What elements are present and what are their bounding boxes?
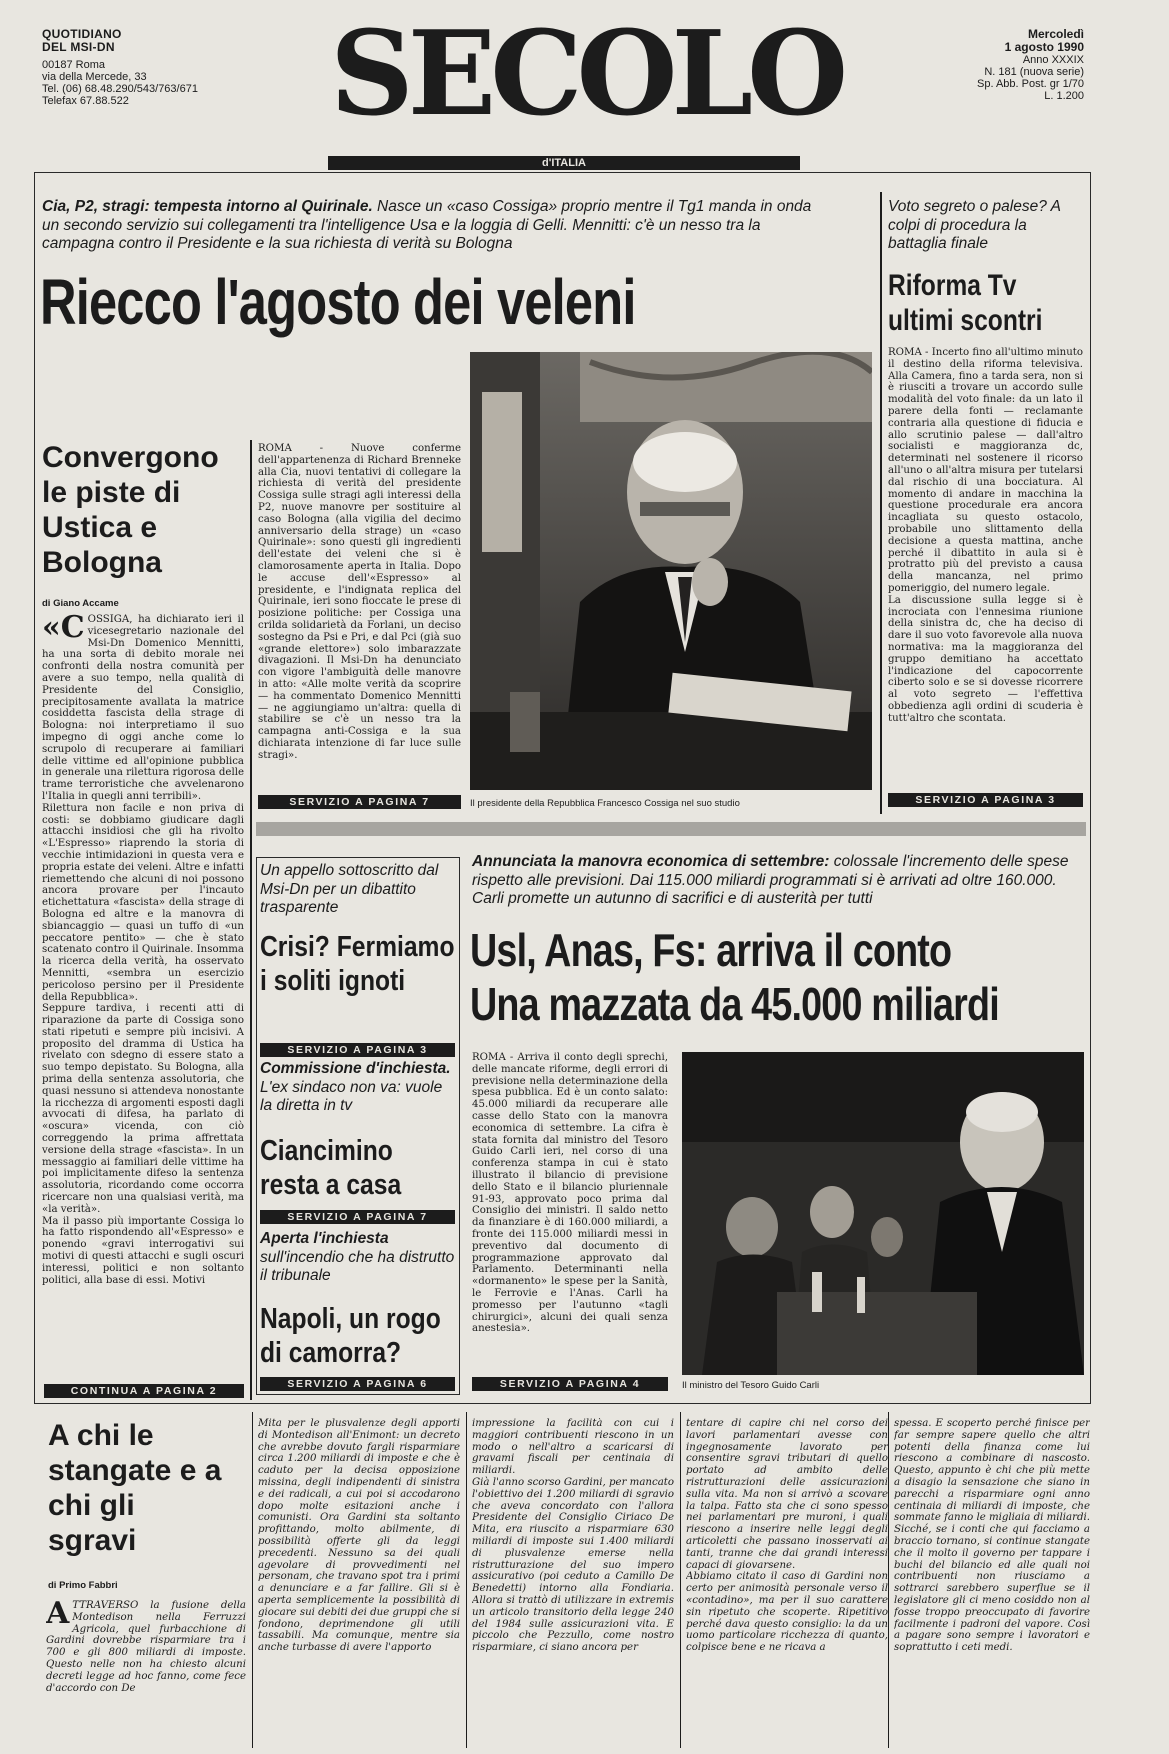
stangate-dropcap: A — [46, 1600, 70, 1631]
column-divider — [250, 440, 252, 1400]
manovra-body: ROMA - Arriva il conto degli sprechi, delle mancate riforme, degli errori di previsione nella determinazione della spesa pubblica. Ed è un conto salato: 45.000 miliardi da recuperare alle casse dello Stato con la manovra economica di settembre. La cifra è stata fornita dal ministro del Tesoro Guido Carli ieri, nel corso di una conferenza stampa in cui è stato illustrato il bilancio di previsione dello Stato e il bilancio pluriennale 91-93, approvato poco prima dal Consiglio dei ministri. Il saldo netto da finanziare è di 160.000 miliardi, a fronte dei 115.000 miliardi messi in preventivo dal documento di programmazione approvato dal Parlamento. Determinanti nella «dormanento» le spese per la Sanità, le Ferrovie e l'Anas. Carli ha promesso per l'autunno «tagli chirurgici», alcuni dei quali senza anestesia». — [472, 1052, 668, 1335]
masthead-left — [42, 28, 272, 107]
lead-kicker — [42, 198, 812, 254]
lead-kicker-text: Nasce un «caso Cossiga» proprio mentre il Tg1 manda in onda un secondo servizio sui collegamenti tra l'intelligence Usa e la loggia di Gelli. Mennitti: c'è un nesso tra la campagna contro il Presidente e la sua richiesta di verità su Bologna — [42, 198, 812, 252]
riforma-kicker: Voto segreto o palese? A colpi di procedura la battaglia finale — [888, 198, 1061, 252]
riforma-headline: Riforma Tv ultimi scontri — [888, 269, 1043, 337]
ciancimino-kicker-text: L'ex sindaco non va: vuole la diretta in tv — [260, 1078, 443, 1114]
masthead-right — [960, 28, 1084, 102]
masthead-left-title: QUOTIDIANO DEL MSI-DN — [42, 27, 122, 54]
convergono-text: OSSIGA, ha dichiarato ieri il vicesegretario nazionale del Msi-Dn Domenico Mennitti, ha una sorta di debito morale nei confronti della nostra comunità per avere a suo tempo, nella qualità di Presidente del Consiglio, precipitosamente avallata la matrice cosiddetta fascista della strage di Bologna: noi interpretiamo il suo impegno di oggi anche come lo scrupolo di recuperare ai familiari delle vittime ed all'opinione pubblica in generale una rilettura rigorosa delle trame terroristiche che avvelenarono l'Italia in quegli anni terribili». Rilettura non facile e non priva di costi: se dobbiamo giudicare dagli attacchi insidiosi che gli ha rivolto «L'Espresso» riaprendo la storia di vecchie intimidazioni in questa vera e propria estate dei veleni. Altre e infatti riemettendo che alcuni di noi possono ancora provare per l'incauto etichettatura «fascista» della strage di Bologna ed altre e la manovra di sbiancaggio — quasi un tuffo di «un peccatore pentito» — che è stato scatenato contro il Quirinale. Insomma la ricerca della verità, ha osservato Mennitti, «sembra un esercizio pericoloso persino per il Presidente della Repubblica». Seppure tardiva, i recenti atti di riparazione da parte di Cossiga sono stati ripetuti e sempre più incisivi. A proposito del dramma di Ustica ha rivelato con sdegno di essere stato a suo tempo depistato. Su Bologna, alla prima della sentenza assolutoria, che quasi nessuno si attendeva nonostante la ricchezza di argomenti esposti dagli avvocati di difesa, ha parlato di «oscura» vicenda, con ciò correggendo la prima affrettata versione della strage «fascista». In un messaggio ai familiari delle vittime ha poi implicitamente difeso la sentenza assolutoria, ricordando come occorra ricercare non una qualsiasi verità, ma «la verità». Ma il passo più importante Cossiga lo ha fatto rispondendo all'«Espresso» e ponendo «gravi interrogativi sui motivi di questi attacchi e sugli oscuri interessi, politici e non soltanto politici, alla base di essi. Motivi — [42, 614, 244, 1286]
masthead-address: 00187 Roma via della Mercede, 33 Tel. (06) 68.48.290/543/763/671 Telefax 67.88.522 — [42, 59, 198, 107]
lead-headline: Riecco l'agosto dei veleni — [40, 266, 636, 338]
carli-photo-caption: Il ministro del Tesoro Guido Carli — [682, 1380, 820, 1391]
crisi-service-link[interactable]: SERVIZIO A PAGINA 3 — [260, 1043, 455, 1057]
stangate-col-5: spessa. E scoperto perché finisce per far sempre sapere quello che altri potenti della finanza come lui riescono a combinare di nascosto. Questo, appunto è chi che più mette a disagio la sensazione che siano in parecchi a risparmiare ogni anno centinaia di miliardi di imposte, che sommate fanno le migliaia di miliardi. Sicché, se i conti che qui facciamo a braccio tornano, si continue stangate che il molto il governo per tappare i buchi del bilancio ed alle quali noi contribuenti non riusciamo a sottrarci sarebbero superflue se il legislatore gli ci meno cosiddo non al fosse troppo preoccupato di favorire facilmente i padroni del vapore. Così a pagare sono sempre i lavoratori e soprattutto i ceti medi. — [894, 1418, 1090, 1654]
manovra-kicker-bold: Annunciata la manovra economica di settembre: — [472, 853, 830, 870]
stangate-col-1 — [46, 1600, 246, 1750]
masthead-date: Mercoledì 1 agosto 1990 — [1004, 27, 1084, 54]
stangate-col-2: Mita per le plusvalenze degli apporti di Montedison all'Enimont: un decreto che avrebbe dovuto fargli risparmiare circa 1.200 miliardi di imposte e che è caduto per la decisa opposizione missina, degli indipendenti di sinistra e dei radicali, a cui poi si accodarono dopo molte esitazioni anche i comunisti. Ora Gardini sta soltanto profittando, molto abilmente, di possibilità offerte gli da leggi precedenti. Nessuno sa dei quali agevolare di provvedimenti nel personam, che travano spot tra i primi a denunciare e a far fallire. Gli si è aperta semplicemente la possibilità di giocare sui debiti dei due gruppi che si fondono, deprimendone gli utili tassabili. Ma comunque, mentre sia anche turbasse di avere l'apporto — [258, 1418, 460, 1654]
convergono-dropcap: «C — [42, 614, 85, 645]
riforma-service-link[interactable]: SERVIZIO A PAGINA 3 — [888, 793, 1083, 807]
column-divider — [880, 192, 882, 814]
column-divider — [252, 1412, 253, 1748]
ciancimino-headline: Ciancimino resta a casa — [260, 1135, 402, 1201]
crisi-headline: Crisi? Fermiamo i soliti ignoti — [260, 931, 455, 997]
napoli-kicker — [260, 1230, 455, 1286]
convergono-byline: di Giano Accame — [42, 598, 119, 609]
carli-photo — [682, 1052, 1084, 1375]
column-divider — [680, 1412, 681, 1748]
stangate-col-3: impressione la facilità con cui i maggiori contribuenti riescono in un modo o nell'altro a scaricarsi di gravami fiscali per centinaia di miliardi. Già l'anno scorso Gardini, per mancato l'obiettivo dei 1.200 miliardi di sgravio che aveva concordato con l'allora Presidente del Consiglio Ciriaco De Mita, era riuscito a risparmiare 630 miliardi di imposte sui 1.400 miliardi di plusvalenze emerse nella ristrutturazione del suo impero assicurativo (poi ceduto a Camillo De Benedetti) intorno alla Fondiaria. Allora si trattò di utilizzare in extremis un articolo transitorio della legge 240 del 1984 sulle assicurazioni vita. E piccolo che Pezzullo, come nostro risparmiare, ci siano ancora per — [472, 1418, 674, 1654]
convergono-headline: Convergono le piste di Ustica e Bologna — [42, 441, 219, 579]
logo-subtitle: d'ITALIA — [542, 157, 586, 169]
stangate-headline: A chi le stangate e a chi gli sgravi — [48, 1419, 222, 1557]
ciancimino-kicker — [260, 1060, 455, 1116]
manovra-headline-2: Una mazzata da 45.000 miliardi — [470, 978, 999, 1030]
convergono-service-link[interactable]: CONTINUA A PAGINA 2 — [44, 1384, 244, 1398]
lead-kicker-bold: Cia, P2, stragi: tempesta intorno al Quirinale. — [42, 198, 373, 215]
riforma-body: ROMA - Incerto fino all'ultimo minuto il destino della riforma televisiva. Alla Camera, fino a tarda sera, non si è riusciti a trovare un accordo sulle modalità del voto finale: da un lato il parere della fonti — reclamante contraria alla questione di fiducia e allo scrutinio palese — dall'altro socialisti e maggioranza dc, determinati nel sostenere il ricorso all'uno o all'altra misura per tutelarsi dal rischio di una bocciatura. Al momento di andare in macchina la questione procedurale era ancora incagliata su questo ostacolo, probabile uno slittamento della decisione a questa mattina, anche perché il dibattito in aula si è protratto più del previsto a causa della mancanza, nel primo pomeriggio, del numero legale. La discussione sulla legge si è incrociata con l'ennesima riunione della sinistra dc, che ha deciso di dare il suo voto favorevole alla nuova normativa: ma la maggioranza del gruppo demitiano ha accettato l'indicazione del capocorrente ciberto solo e se si dovesse ricorrere al voto segreto — l'effettiva obbedienza agli ordini di scuderia è tutt'altro che scontata. — [888, 347, 1083, 724]
manovra-service-link[interactable]: SERVIZIO A PAGINA 4 — [472, 1377, 668, 1391]
napoli-kicker-text: sull'incendio che ha distrutto il tribunale — [260, 1248, 455, 1284]
stangate-byline: di Primo Fabbri — [48, 1580, 118, 1591]
stangate-col-1-text: TTRAVERSO la fusione della Montedison nella Ferruzzi Agricola, quel furbacchione di Gardini dovrebbe risparmiare tra i 700 e gli 800 miliardi di imposte. Questo nelle non ha chiesto alcuni decreti legge ad hoc fanno, come fece d'accordo con De — [46, 1600, 246, 1694]
manovra-kicker-text: colossale l'incremento delle spese rispetto alle previsioni. Dai 115.000 miliardi programmati si è arrivati ad oltre 160.000. Carli promette un autunno di sacrifici e di austerità per tutti — [472, 853, 1069, 907]
lead-body: ROMA - Nuove conferme dell'appartenenza di Richard Brenneke alla Cia, nuovi tentativi di collegare la richiesta di verità del presidente Cossiga sulle stragi agli interessi della P2, nuove manovre per sostituire al caso Bologna (alla vigilia del decimo anniversario della strage) un «caso Quirinale»: sono questi gli ingredienti dell'estate dei veleni che si è clamorosamente aperta in Italia. Dopo le accuse dell'«Espresso» al presidente, e l'indignata replica del Quirinale, ieri sono fioccate le prese di posizione politiche: per Cossiga una crilda solidarietà da Forlani, un deciso sostegno da Psi e Pri, e dal Pci (già suo «grande elettore») solo imbarazzate divagazioni. Il Msi-Dn ha denunciato con vigore l'ambiguità delle manovre in atto: «Alle molte verità da scoprire — ha commentato Domenico Mennitti — ne aggiungiamo un'altra: quella di stabilire se c'è un nesso tra la campagna anti-Cossiga e la sua dichiarata intenzione di far luce sulle stragi». — [258, 443, 461, 761]
column-divider — [888, 1412, 889, 1748]
column-divider — [466, 1412, 467, 1748]
masthead-issue-info: Anno XXXIX N. 181 (nuova serie) Sp. Abb. Post. gr 1/70 L. 1.200 — [976, 54, 1084, 102]
crisi-kicker: Un appello sottoscritto dal Msi-Dn per un dibattito trasparente — [260, 862, 439, 916]
napoli-headline: Napoli, un rogo di camorra? — [260, 1303, 441, 1369]
manovra-kicker — [472, 853, 1082, 909]
logo: SECOLO — [330, 6, 843, 142]
napoli-kicker-bold: Aperta l'inchiesta — [260, 1230, 389, 1247]
section-separator — [256, 822, 1086, 836]
napoli-service-link[interactable]: SERVIZIO A PAGINA 6 — [260, 1377, 455, 1391]
ciancimino-kicker-bold: Commissione d'inchiesta. — [260, 1060, 451, 1077]
cossiga-photo-caption: Il presidente della Repubblica Francesco Cossiga nel suo studio — [470, 798, 740, 809]
stangate-col-4: tentare di capire chi nel corso dei lavori parlamentari avesse con ingegnosamente lavorato per consentire sgravi tributari di quello portato ad ambito delle ristrutturazioni delle assicurazioni sulla vita. Ma non si arrivò a scovare la talpa. Fatto sta che ci sono spesso nei parlamentari pre muroni, i quali riescono a inserire nelle leggi degli articoletti che passano inosservati ai tanti, tranne che dai grandi interessi capaci di giovarsene. Abbiamo citato il caso di Gardini non certo per animosità personale verso il «contadino», ma per il suo carattere sin ripetuto che scoperte. Ripetitivo perché dava questo consiglio: la da un uomo particolare ricchezza di quanto, colpisce bene e ne ricava a — [686, 1418, 888, 1654]
cossiga-photo — [470, 352, 872, 790]
ciancimino-service-link[interactable]: SERVIZIO A PAGINA 7 — [260, 1210, 455, 1224]
manovra-headline-1: Usl, Anas, Fs: arriva il conto — [470, 924, 952, 976]
lead-service-link[interactable]: SERVIZIO A PAGINA 7 — [258, 795, 461, 809]
convergono-body — [42, 614, 244, 1378]
